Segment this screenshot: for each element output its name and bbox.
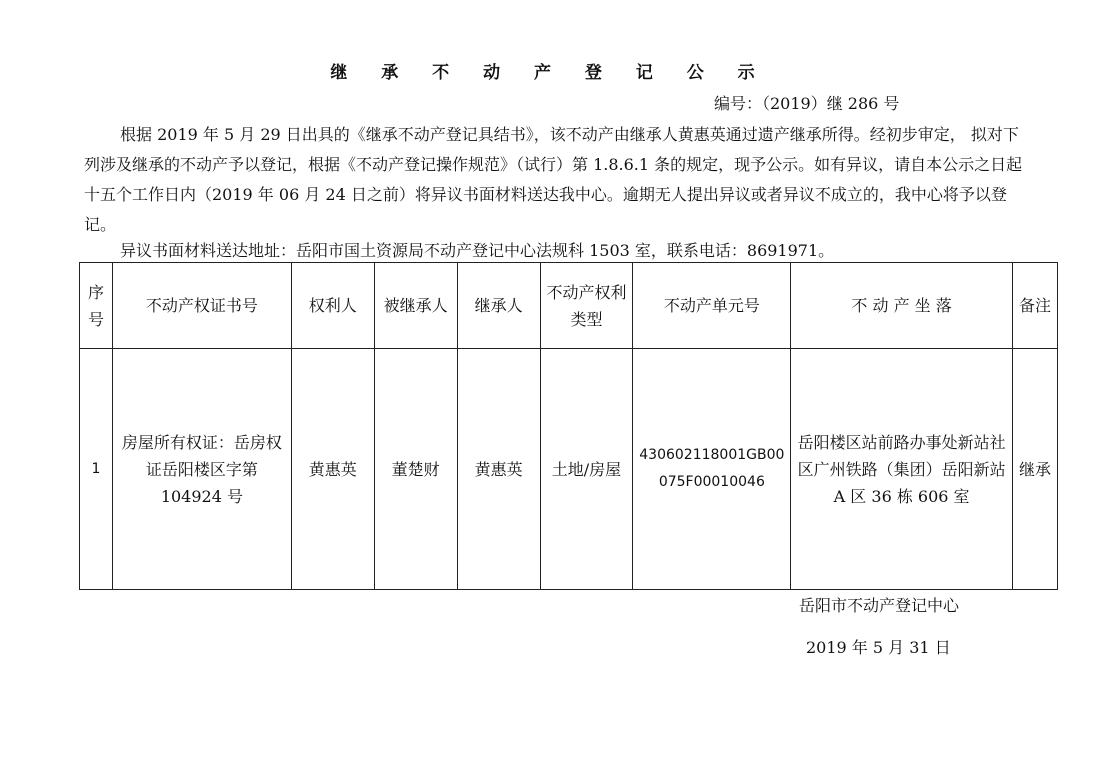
cell-remark: 继承 — [1012, 349, 1057, 590]
header-remark: 备注 — [1012, 263, 1057, 349]
notice-paragraph-main: 根据 2019 年 5 月 29 日出具的《继承不动产登记具结书》，该不动产由继承人黄惠英通过遗产继承所得。经初步审定， 拟对下列涉及继承的不动产予以登记，根据《不动产登记操作规范》（试行）第 1.8.6.1 条的规定，现予公示。如有异议，请自本公示之日起十五个工作日内（2019 年 06 月 24 日之前）将异议书面材料送达我中心。逾期无人提出异议或者异议不成立的，我中心将予以登记。 — [84, 125, 1023, 234]
cell-seq: 1 — [80, 349, 113, 590]
header-unit-no: 不动产单元号 — [633, 263, 791, 349]
header-right-type: 不动产权利类型 — [540, 263, 633, 349]
header-owner: 权利人 — [291, 263, 374, 349]
issuing-organization: 岳阳市不动产登记中心 — [799, 596, 960, 615]
table-row — [80, 349, 1058, 590]
notice-paragraph-address: 异议书面材料送达地址：岳阳市国土资源局不动产登记中心法规科 1503 室，联系电话：8691971。 — [120, 241, 835, 260]
cell-decedent: 董楚财 — [374, 349, 457, 590]
header-seq: 序号 — [80, 263, 113, 349]
table-header-row — [80, 263, 1058, 349]
cell-right-type: 土地/房屋 — [540, 349, 633, 590]
cell-owner: 黄惠英 — [291, 349, 374, 590]
header-location: 不 动 产 坐 落 — [791, 263, 1013, 349]
cell-location: 岳阳楼区站前路办事处新站社区广州铁路（集团）岳阳新站 A 区 36 栋 606 室 — [791, 349, 1013, 590]
document-number: 编号：（2019）继 286 号 — [714, 94, 900, 113]
header-heir: 继承人 — [457, 263, 540, 349]
cell-heir: 黄惠英 — [457, 349, 540, 590]
issue-date: 2019 年 5 月 31 日 — [806, 638, 951, 657]
cell-cert-no: 房屋所有权证：岳房权证岳阳楼区字第 104924 号 — [112, 349, 291, 590]
page-title: 继 承 不 动 产 登 记 公 示 — [330, 63, 769, 83]
registration-table — [79, 262, 1058, 590]
header-cert-no: 不动产权证书号 — [112, 263, 291, 349]
header-decedent: 被继承人 — [374, 263, 457, 349]
cell-unit-no: 430602118001GB00075F00010046 — [633, 349, 791, 590]
